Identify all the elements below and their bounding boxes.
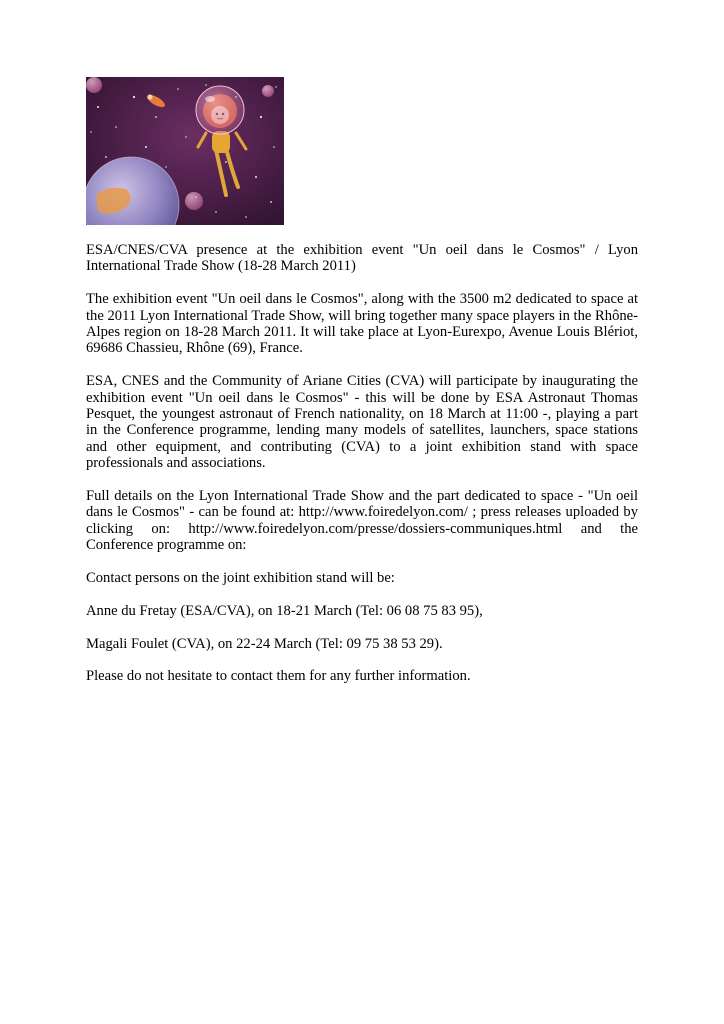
contact-magali-foulet: Magali Foulet (CVA), on 22-24 March (Tel: 09 75 38 53 29). xyxy=(86,635,443,652)
cosmos-child-astronaut-illustration xyxy=(86,77,284,225)
paragraph-intro: The exhibition event "Un oeil dans le Cosmos", along with the 3500 m2 dedicated to space at the 2011 Lyon International Trade Show, will bring together many space players in the Rhône-Alpes region on 18-28 March 2011. It will take place at Lyon-Eurexpo, Avenue Louis Blériot, 69686 Chassieu, Rhône (69), France. xyxy=(86,291,638,357)
cosmos-illustration xyxy=(86,77,284,225)
contact-anne-du-fretay: Anne du Fretay (ESA/CVA), on 18-21 March (Tel: 06 08 75 83 95), xyxy=(86,602,483,619)
article-title: ESA/CNES/CVA presence at the exhibition event "Un oeil dans le Cosmos" / Lyon International Trade Show (18-28 March 2011) xyxy=(86,242,638,275)
article-body xyxy=(86,242,638,701)
paragraph-contacts-intro: Contact persons on the joint exhibition stand will be: xyxy=(86,570,395,587)
paragraph-details: Full details on the Lyon International Trade Show and the part dedicated to space - "Un oeil dans le Cosmos" - can be found at: http://www.foiredelyon.com/ ; press releases uploaded by clicking on: http://www.foiredelyon.com/presse/dossiers-communiques.html and the Conference programme on: xyxy=(86,488,638,554)
paragraph-closing: Please do not hesitate to contact them for any further information. xyxy=(86,668,471,685)
paragraph-participation: ESA, CNES and the Community of Ariane Cities (CVA) will participate by inaugurating the exhibition event "Un oeil dans le Cosmos" - this will be done by ESA Astronaut Thomas Pesquet, the youngest astronaut of French nationality, on 18 March at 11:00 -, playing a part in the Conference programme, lending many models of satellites, launchers, space stations and other equipment, and contributing (CVA) to a joint exhibition stand with space professionals and associations. xyxy=(86,373,638,472)
